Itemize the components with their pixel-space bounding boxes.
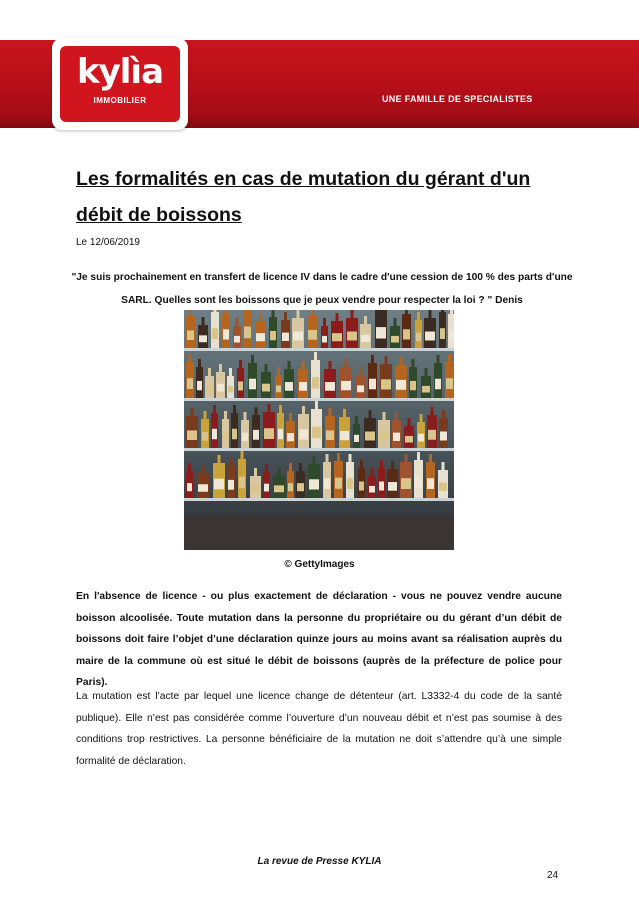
photo-caption: © GettyImages	[284, 559, 355, 570]
bottle-label	[239, 477, 245, 489]
bottle-neck	[450, 310, 453, 314]
bottle-label	[440, 328, 445, 339]
bottle-neck	[213, 405, 216, 413]
bottle-neck	[429, 310, 432, 318]
bottle-neck	[225, 310, 228, 314]
bottle-neck	[364, 316, 367, 324]
bottle-label	[285, 382, 293, 391]
bottle-label	[308, 330, 317, 340]
bottle-label	[410, 381, 416, 390]
bottle-neck	[385, 356, 388, 364]
bottle-label	[199, 335, 207, 342]
bottle-label	[416, 333, 421, 341]
bottle-neck	[311, 310, 314, 315]
bottle-neck	[289, 413, 292, 421]
bottle-neck	[431, 407, 434, 415]
bottle-neck	[233, 405, 236, 413]
bottle-neck	[360, 460, 363, 468]
bottle-neck	[302, 406, 305, 414]
bottle-neck	[442, 462, 445, 470]
bottle-label	[381, 379, 391, 389]
bottle-label	[299, 429, 308, 439]
bottle-label	[253, 430, 259, 440]
bottle-neck	[202, 317, 205, 325]
bottle-label	[242, 433, 248, 441]
bottle-label	[340, 431, 349, 440]
paragraph-body: La mutation est l’acte par lequel une licence change de détenteur (art. L3332-4 du code de la santé publique). Elle n’est pas considérée comme l’ouverture d’un nouveau débit et n’est pas soumise à des conditions trop restrictives. La personne bénéficiaire de la mutation ne doit s’attendre qu’à une simple formalité de déclaration.	[76, 691, 562, 767]
bottle-label	[365, 432, 375, 441]
bottle-neck	[369, 410, 372, 418]
bottle-neck	[429, 454, 432, 462]
bottle-label	[418, 434, 424, 442]
bottle-label	[446, 378, 453, 389]
bottle-label	[379, 433, 389, 441]
bottle-neck	[189, 354, 192, 362]
bottle-neck	[326, 454, 329, 462]
bottle-label	[217, 384, 224, 392]
bottle-neck	[279, 405, 282, 413]
bottle-label	[274, 485, 284, 492]
article-title: Les formalités en cas de mutation du gérant d'un débit de boissons	[76, 168, 531, 226]
glass-shelf	[184, 348, 454, 351]
bottle-label	[299, 382, 307, 391]
bottle-neck	[442, 410, 445, 418]
bottle-label	[376, 327, 386, 338]
bottle-label	[276, 385, 281, 392]
bottle-neck	[297, 310, 300, 318]
bar-shelves-photo	[184, 310, 454, 550]
bottle-label	[354, 435, 359, 442]
bottle-neck	[349, 454, 352, 462]
bottle-neck	[359, 367, 362, 375]
bottle-label	[251, 486, 260, 493]
bottle-neck	[337, 453, 340, 461]
bottle-neck	[437, 355, 440, 363]
bottle-label	[312, 377, 319, 388]
bottle-neck	[420, 414, 423, 422]
bottle-label	[391, 336, 399, 343]
bottle-neck	[284, 312, 287, 320]
article-date: Le 12/06/2019	[76, 237, 140, 248]
bottle-label	[256, 333, 265, 341]
logo-subtitle: IMMOBILIER	[93, 96, 147, 105]
bottle-label	[197, 381, 202, 390]
glass-shelf	[184, 498, 454, 501]
bottle-neck	[371, 468, 374, 476]
bottle-neck	[405, 310, 408, 314]
bottle-label	[347, 478, 353, 489]
bottle-neck	[189, 310, 192, 316]
bottle-neck	[268, 404, 271, 412]
bottle-neck	[441, 310, 444, 312]
bottle-label	[405, 436, 413, 443]
bottle-label	[403, 329, 410, 339]
bottle-label	[297, 483, 304, 491]
bottle-label	[388, 482, 397, 491]
bottle-label	[415, 477, 422, 488]
bottle-neck	[299, 463, 302, 471]
bottle-neck	[355, 416, 358, 424]
glass-shelf	[184, 398, 454, 401]
bottle-label	[312, 427, 321, 439]
bottle-neck	[371, 355, 374, 363]
bottle-neck	[448, 354, 451, 362]
bottle-label	[332, 333, 342, 341]
page-header	[0, 0, 639, 125]
bottle-label	[232, 429, 237, 440]
bottle-neck	[329, 408, 332, 416]
bottle-label	[214, 479, 224, 490]
bottle-label	[293, 332, 303, 341]
bottle-label	[270, 331, 276, 340]
reader-question: "Je suis prochainement en transfert de licence IV dans le cadre d'une cession de 100 % des parts d'une SARL. Quelles sont les boissons que je peux vendre pour respecter la loi ? " Denis	[71, 272, 573, 306]
bottle-neck	[259, 313, 262, 321]
logo-background	[60, 46, 180, 122]
bottle-label	[393, 433, 400, 441]
bottle-label	[359, 482, 364, 491]
bottles-illustration	[184, 310, 454, 550]
bottle-neck	[272, 310, 275, 317]
bottle-neck	[278, 467, 281, 475]
bottle-label	[325, 382, 335, 391]
bottle-label	[187, 378, 193, 389]
bottle-label	[228, 386, 233, 393]
bottle-label	[187, 430, 197, 440]
bottle-label	[287, 433, 294, 441]
bottle-label	[428, 430, 436, 440]
bottle-label	[326, 430, 334, 440]
bottle-label	[223, 329, 229, 339]
bottle-label	[212, 429, 217, 440]
bottle-neck	[204, 411, 207, 419]
bottle-neck	[202, 465, 205, 473]
bottle-neck	[405, 454, 408, 462]
bottle-neck	[188, 463, 191, 471]
bottle-neck	[255, 407, 258, 415]
bottle-neck	[313, 456, 316, 464]
bottle-label	[401, 478, 411, 489]
bottle-neck	[198, 359, 201, 367]
bottle-label	[422, 386, 430, 393]
bottle-neck	[391, 461, 394, 469]
bottle-label	[361, 335, 370, 342]
bottle-label	[425, 332, 435, 341]
bottle-label	[228, 480, 234, 490]
bottle-neck	[314, 352, 317, 360]
bottle-neck	[254, 468, 257, 476]
bottle-label	[264, 484, 269, 492]
bottle-label	[198, 484, 208, 492]
glass-shelf	[184, 448, 454, 451]
bottle-label	[264, 428, 274, 439]
bottle-label	[202, 432, 208, 441]
bottle-label	[440, 432, 447, 441]
bottle-neck	[288, 361, 291, 369]
logo-wordmark: kylìa	[76, 52, 164, 92]
bottle-neck	[191, 408, 194, 416]
bottle-neck	[230, 457, 233, 465]
bottle-label	[278, 429, 283, 440]
bottle-label	[379, 482, 384, 491]
bottle-label	[223, 432, 228, 441]
bottle-neck	[380, 460, 383, 468]
bottle-neck	[229, 368, 232, 376]
bottle-neck	[302, 361, 305, 369]
bottle-neck	[289, 463, 292, 471]
bottle-neck	[265, 464, 268, 472]
bottle-label	[322, 336, 327, 343]
bottle-label	[309, 479, 319, 489]
page-number: 24	[547, 870, 559, 881]
bottle-label	[439, 483, 447, 491]
bottle-label	[324, 478, 330, 489]
bottle-neck	[417, 452, 420, 460]
kylia-logo	[52, 38, 188, 130]
bottle-neck	[408, 418, 411, 426]
bottle-label	[396, 380, 406, 390]
bottle-label	[249, 379, 256, 390]
bottle-neck	[343, 409, 346, 417]
bottle-label	[262, 384, 270, 392]
bottle-label	[244, 327, 251, 339]
bottle-neck	[214, 310, 217, 312]
bottle-label	[187, 483, 192, 491]
bottle-neck	[412, 359, 415, 367]
bottle-neck	[265, 364, 268, 372]
bottle-label	[347, 332, 357, 341]
bottle-neck	[244, 412, 247, 420]
bottle-label	[427, 478, 434, 489]
bottle-label	[341, 381, 351, 390]
bottle-neck	[323, 318, 326, 326]
bottle-neck	[394, 318, 397, 326]
bottle-neck	[315, 401, 318, 409]
bottle-neck	[218, 455, 221, 463]
bottle-neck	[219, 364, 222, 372]
bottle-neck	[239, 360, 242, 368]
bottle-neck	[383, 412, 386, 420]
bottle-neck	[336, 313, 339, 321]
bottle-label	[282, 333, 289, 341]
bottle-label	[234, 336, 240, 343]
bottle-neck	[329, 361, 332, 369]
bottle-neck	[236, 318, 239, 326]
bottle-neck	[425, 368, 428, 376]
bottle-neck	[351, 310, 354, 318]
header-tagline: UNE FAMILLE DE SPECIALISTES	[382, 94, 533, 104]
bottle-label	[449, 329, 454, 339]
bottle-neck	[208, 368, 211, 376]
bottle-label	[335, 478, 342, 489]
bottle-neck	[277, 367, 280, 375]
bottle-neck	[224, 411, 227, 419]
paragraph-bold: En l'absence de licence - ou plus exactement de déclaration - vous ne pouvez vendre aucune boisson alcoolisée. Toute mutation dans la personne du propriétaire ou du gérant d’un débit de boissons doit faire l’objet d’une déclaration quinze jours au moins avant sa réalisation auprès du maire de la commune où est situé le débit de boissons (auprès de la préfecture de police pour Paris).	[76, 591, 562, 689]
bottle-label	[288, 483, 293, 491]
bottle-neck	[251, 355, 254, 363]
bottle-label	[212, 328, 218, 339]
bottle-neck	[345, 359, 348, 367]
bottle-label	[238, 382, 243, 391]
bottle-label	[435, 379, 441, 390]
bottle-neck	[400, 357, 403, 365]
bottle-neck	[395, 412, 398, 420]
bottle-label	[206, 386, 213, 393]
bottle-label	[369, 379, 376, 390]
bottle-neck	[241, 451, 244, 459]
bottle-neck	[417, 312, 420, 320]
bottle-label	[369, 486, 375, 493]
bottle-label	[187, 330, 194, 340]
bottle-label	[357, 385, 364, 392]
footer-publication: La revue de Presse KYLIA	[257, 856, 382, 867]
